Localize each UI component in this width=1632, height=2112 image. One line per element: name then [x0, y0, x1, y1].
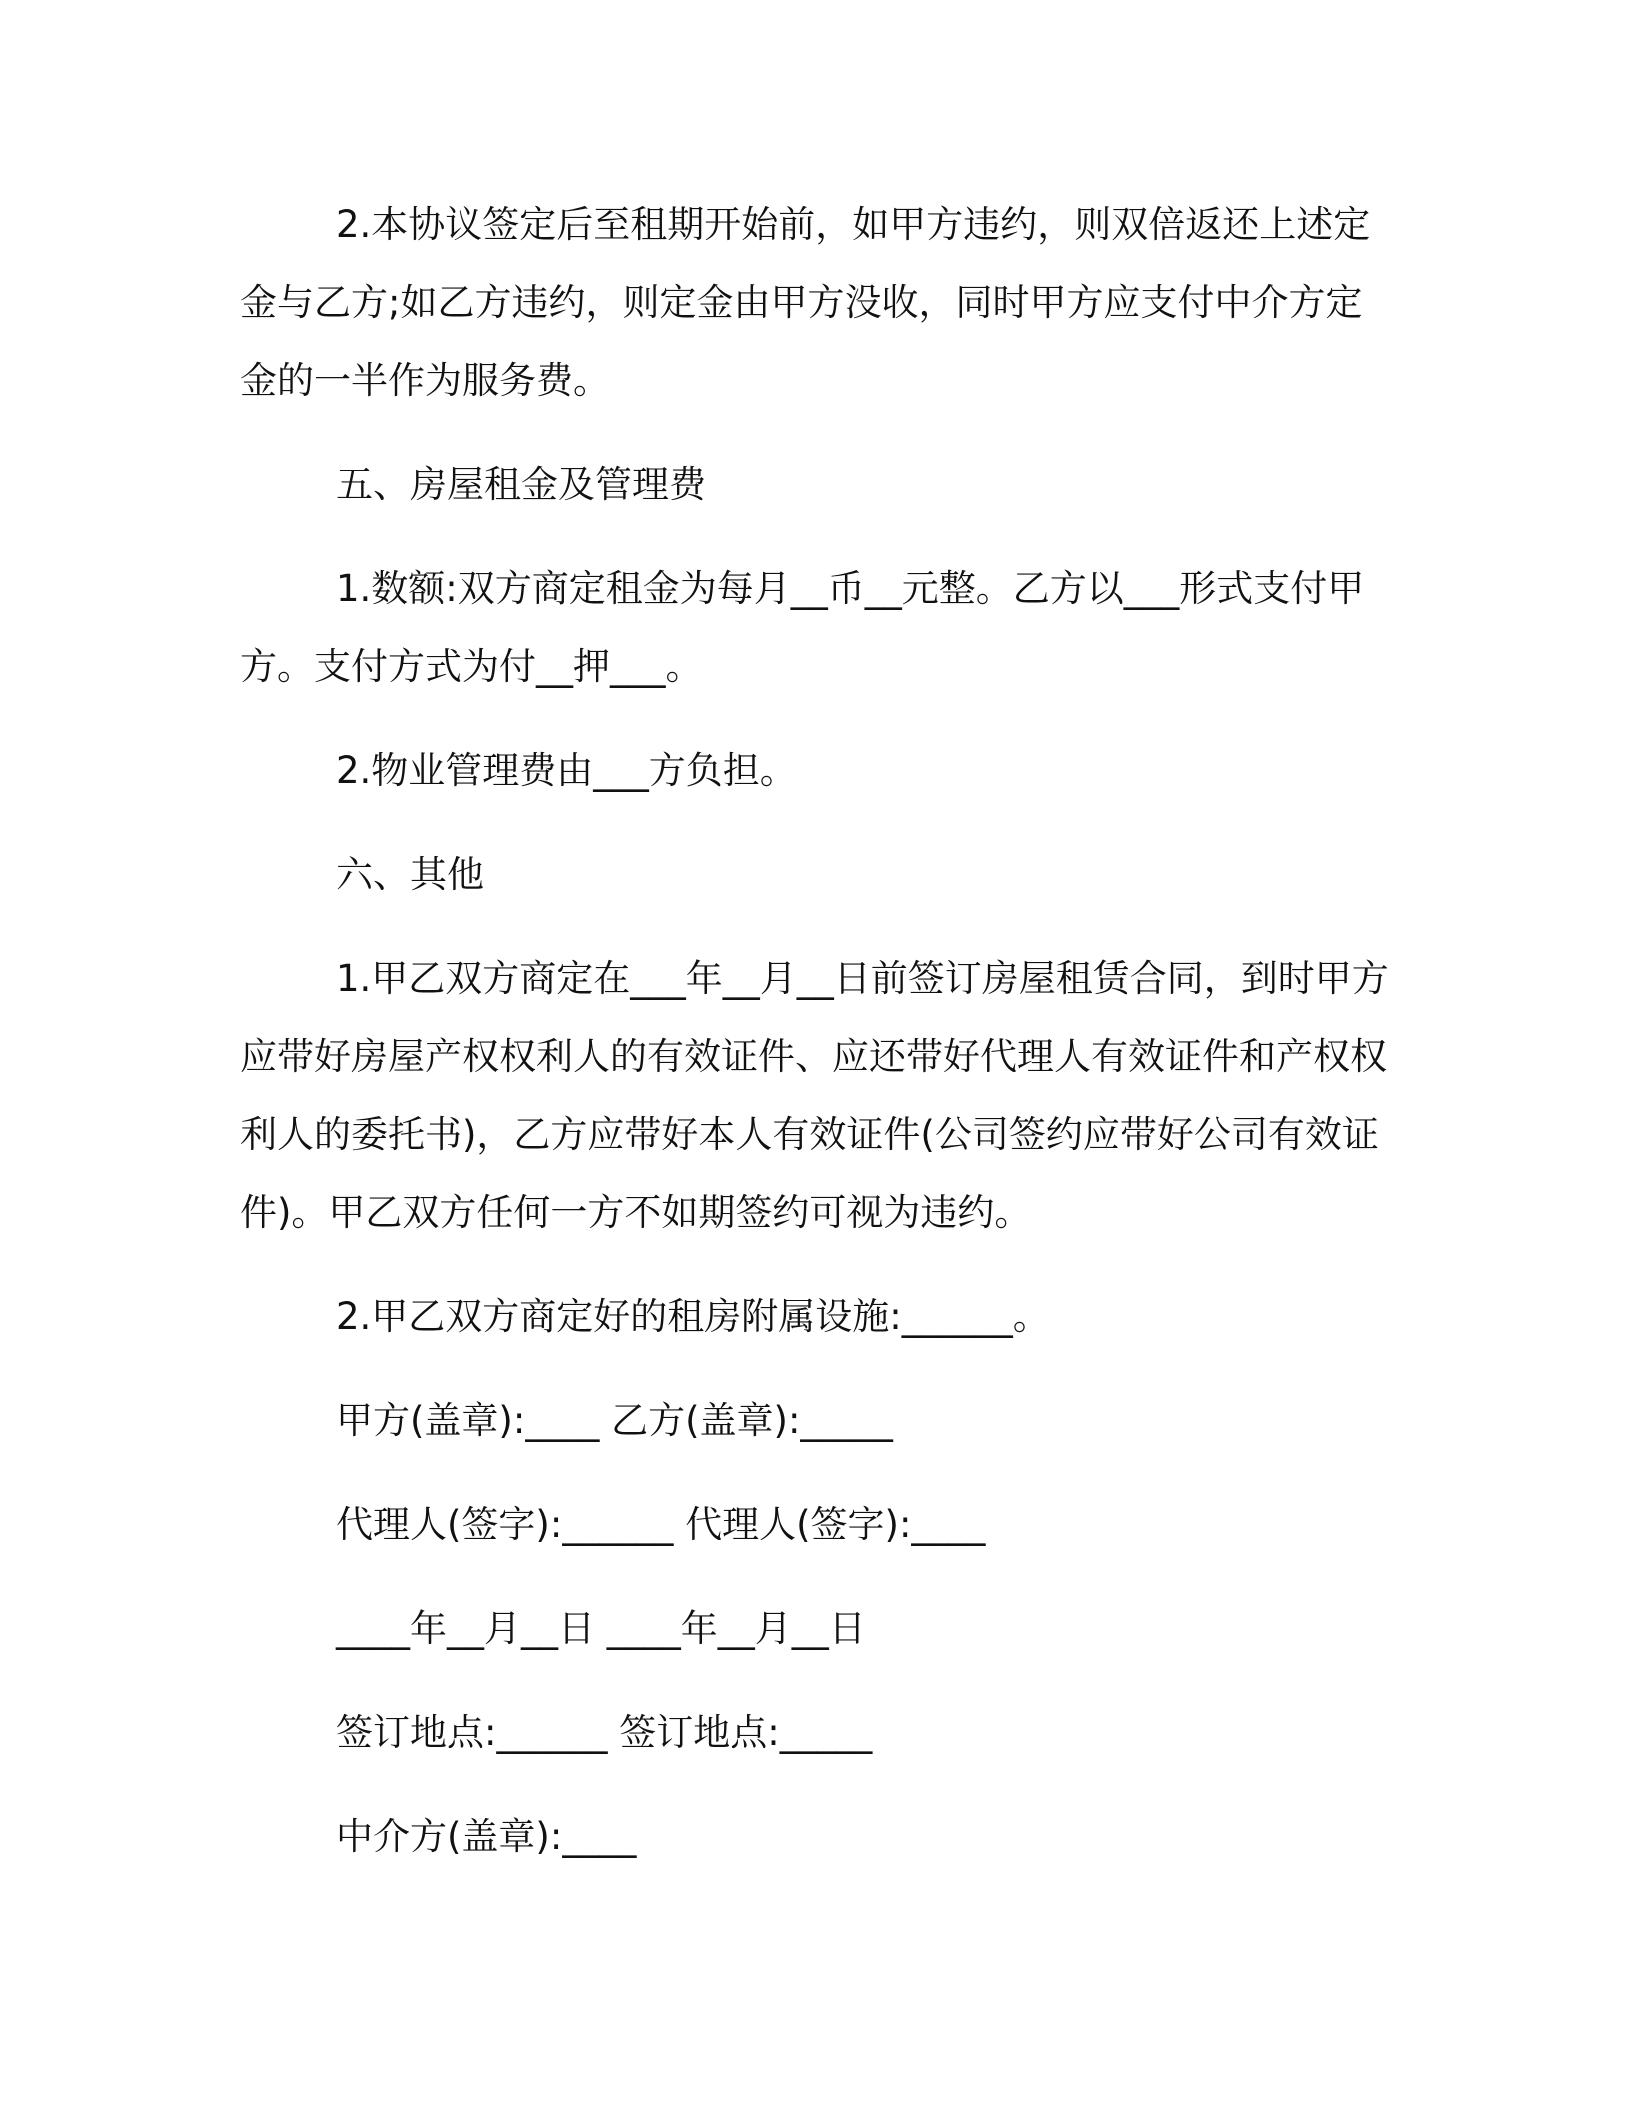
clause-deposit-default: 2.本协议签定后至租期开始前，如甲方违约，则双倍返还上述定金与乙方;如乙方违约，则定金由甲方没收，同时甲方应支付中介方定金的一半作为服务费。 — [240, 203, 1371, 402]
clause-contract-signing: 1.甲乙双方商定在___年__月__日前签订房屋租赁合同，到时甲方应带好房屋产权权利人的有效证件、应还带好代理人有效证件和产权权利人的委托书)，乙方应带好本人有效证件(公司签约应带好公司有效证件)。甲乙双方任何一方不如期签约可视为违约。 — [240, 957, 1389, 1234]
clause-facilities: 2.甲乙双方商定好的租房附属设施:______。 — [336, 1295, 1050, 1338]
signature-intermediary-seal: 中介方(盖章):____ — [336, 1815, 637, 1858]
signature-parties-seal: 甲方(盖章):____ 乙方(盖章):_____ — [336, 1399, 893, 1442]
document-page — [240, 186, 1390, 1876]
signature-agents: 代理人(签字):______ 代理人(签字):____ — [336, 1503, 986, 1546]
signature-dates: ____年__月__日 ____年__月__日 — [336, 1607, 866, 1650]
section-heading-other: 六、其他 — [336, 853, 484, 896]
signature-locations: 签订地点:______ 签订地点:_____ — [336, 1711, 873, 1754]
clause-rent-amount: 1.数额:双方商定租金为每月__币__元整。乙方以___形式支付甲方。支付方式为付__押___。 — [240, 567, 1365, 688]
clause-management-fee: 2.物业管理费由___方负担。 — [336, 749, 797, 792]
section-heading-rent-and-fees: 五、房屋租金及管理费 — [336, 463, 706, 506]
